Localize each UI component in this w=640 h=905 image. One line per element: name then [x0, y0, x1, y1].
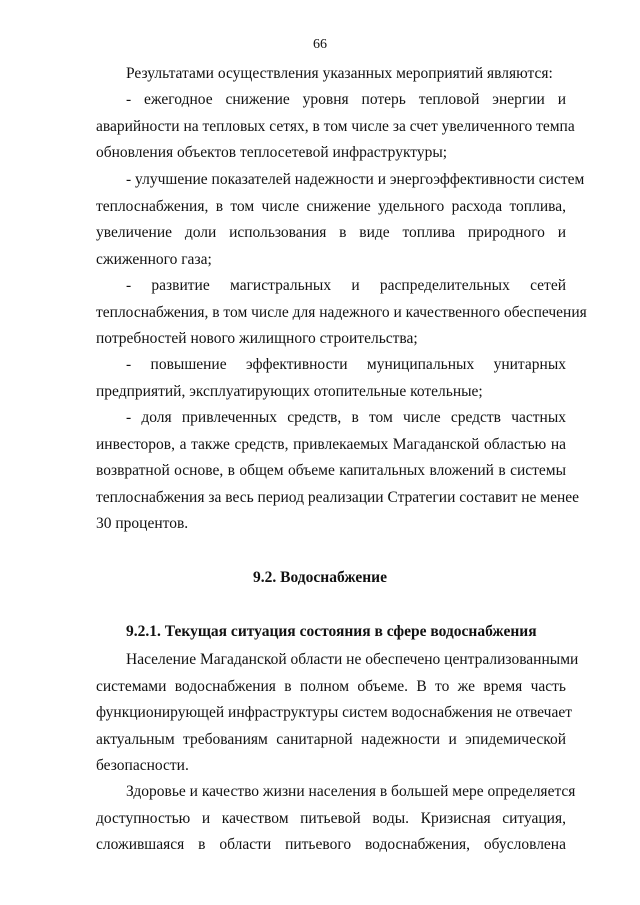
bullet-item [96, 405, 580, 538]
text-line: 30 процентов. [96, 515, 189, 533]
text-line: доступностью и качеством питьевой воды. Кризисная ситуация, [96, 809, 566, 827]
text-line: сжиженного газа; [96, 250, 212, 268]
text-line: Население Магаданской области не обеспечено централизованными [126, 651, 579, 668]
text-line: системами водоснабжения в полном объеме. В то же время часть [96, 677, 566, 695]
results-intro-block [96, 61, 566, 88]
paragraph [96, 779, 576, 859]
results-intro: Результатами осуществления указанных мероприятий являются: [126, 65, 553, 82]
text-line: возвратной основе, в общем объеме капитальных вложений в системы [96, 462, 566, 480]
subsection-heading: 9.2.1. Текущая ситуация состояния в сфере водоснабжения [126, 623, 537, 640]
text-line: увеличение доли использования в виде топлива природного и [96, 224, 566, 242]
subsection-heading-block [96, 619, 566, 646]
text-line: теплоснабжения за весь период реализации Стратегии составит не менее [96, 488, 580, 506]
text-line: теплоснабжения, в том числе снижение удельного расхода топлива, [96, 197, 566, 215]
text-line: потребностей нового жилищного строительства; [96, 330, 418, 348]
text-line: - доля привлеченных средств, в том числе средств частных [126, 409, 566, 426]
page-number: 66 [313, 37, 327, 52]
text-line: функционирующей инфраструктуры систем водоснабжения не отвечает [96, 704, 572, 722]
text-line: - повышение эффективности муниципальных унитарных [126, 356, 566, 373]
text-line: инвесторов, а также средств, привлекаемых Магаданской областью на [96, 435, 566, 453]
text-line: аварийности на тепловых сетях, в том числе за счет увеличенного темпа [96, 117, 575, 135]
bullet-item [96, 273, 587, 353]
text-line: обновления объектов теплосетевой инфраструктуры; [96, 144, 448, 162]
text-line: - ежегодное снижение уровня потерь тепловой энергии и [126, 91, 566, 108]
text-line: безопасности. [96, 757, 189, 775]
section-heading: 9.2. Водоснабжение [253, 569, 387, 586]
paragraph [96, 647, 579, 780]
text-line: актуальным требованиям санитарной надежности и эпидемической [96, 730, 566, 748]
bullet-item [96, 87, 575, 167]
bullet-item [96, 167, 585, 273]
text-line: сложившаяся в области питьевого водоснабжения, обусловлена [96, 836, 566, 854]
text-line: - улучшение показателей надежности и энергоэффективности систем [126, 171, 585, 188]
text-line: предприятий, эксплуатирующих отопительные котельные; [96, 382, 483, 400]
bullet-item [96, 352, 566, 405]
text-line: - развитие магистральных и распределительных сетей [126, 277, 566, 294]
text-line: Здоровье и качество жизни населения в большей мере определяется [126, 783, 576, 800]
text-line: теплоснабжения, в том числе для надежного и качественного обеспечения [96, 303, 587, 321]
